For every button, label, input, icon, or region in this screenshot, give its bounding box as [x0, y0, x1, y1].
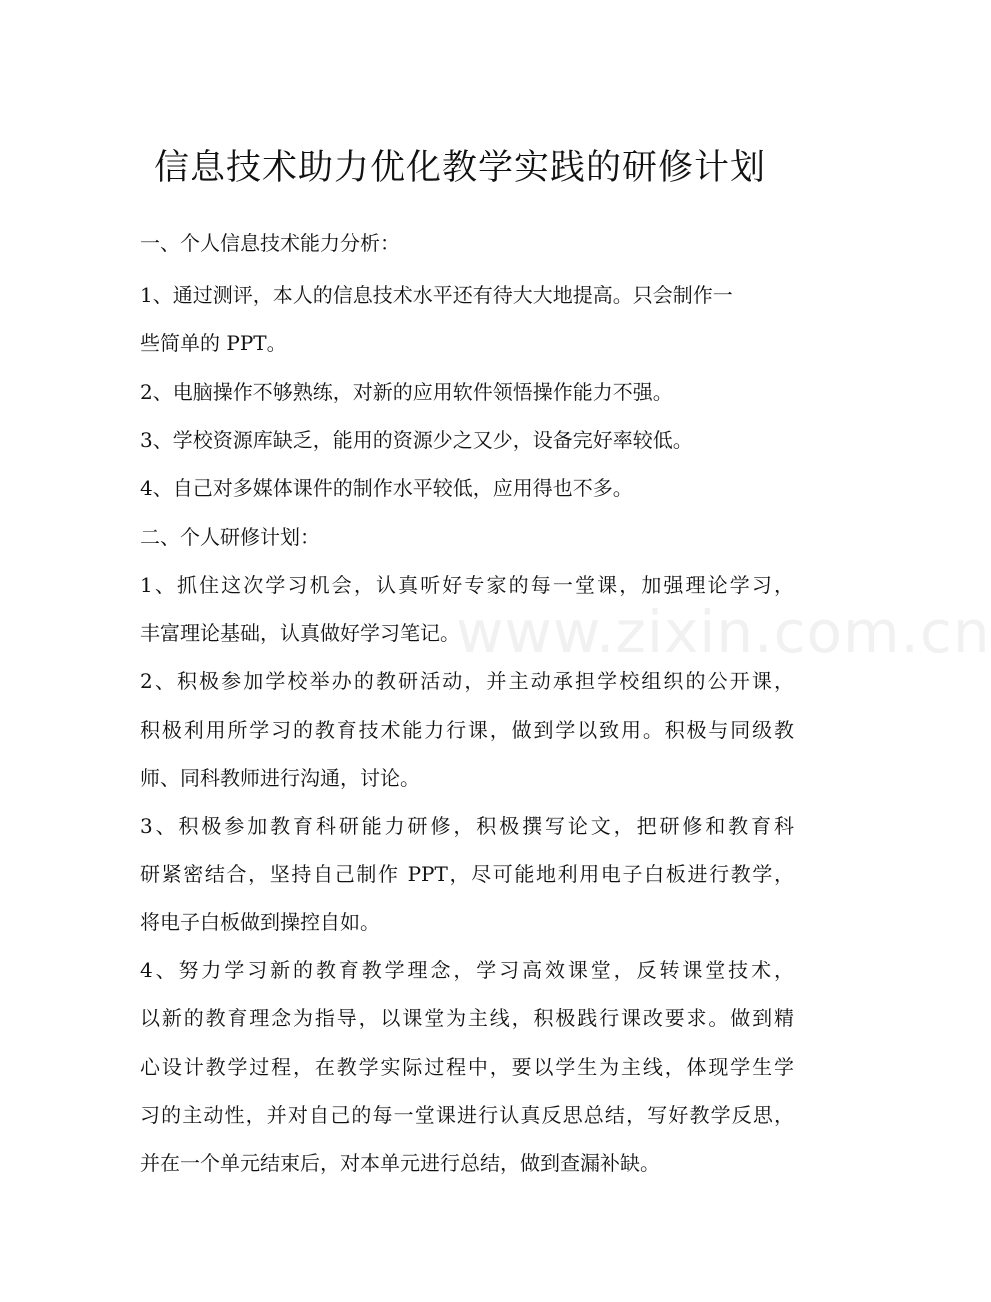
document-title: 信息技术助力优化教学实践的研修计划: [153, 148, 766, 188]
paragraph-line: 1、抓住这次学习机会，认真听好专家的每一堂课，加强理论学习，: [140, 573, 794, 597]
paragraph-line: 2、电脑操作不够熟练，对新的应用软件领悟操作能力不强。: [140, 380, 673, 404]
paragraph-line: 积极利用所学习的教育技术能力行课，做到学以致用。积极与同级教: [140, 718, 794, 742]
section-heading-study-plan: 二、个人研修计划：: [140, 525, 320, 549]
paragraph-line: 3、积极参加教育科研能力研修，积极撰写论文，把研修和教育科: [140, 814, 794, 838]
paragraph-line: 将电子白板做到操控自如。: [140, 910, 380, 934]
paragraph-line: 丰富理论基础，认真做好学习笔记。: [140, 621, 460, 645]
paragraph-line: 1、通过测评，本人的信息技术水平还有待大大地提高。只会制作一: [140, 283, 733, 307]
paragraph-line: 2、积极参加学校举办的教研活动，并主动承担学校组织的公开课，: [140, 669, 794, 693]
paragraph-line: 师、同科教师进行沟通，讨论。: [140, 766, 420, 790]
paragraph-line: 研紧密结合，坚持自己制作 PPT，尽可能地利用电子白板进行教学，: [140, 862, 794, 886]
section-heading-ability-analysis: 一、个人信息技术能力分析：: [140, 231, 400, 255]
paragraph-line: 4、自己对多媒体课件的制作水平较低，应用得也不多。: [140, 476, 633, 500]
paragraph-line: 习的主动性，并对自己的每一堂课进行认真反思总结，写好教学反思，: [140, 1103, 794, 1127]
paragraph-line: 并在一个单元结束后，对本单元进行总结，做到查漏补缺。: [140, 1151, 660, 1175]
watermark: www.zixin.com.cn: [456, 598, 991, 666]
paragraph-line: 些简单的 PPT。: [140, 331, 287, 355]
paragraph-line: 心设计教学过程，在教学实际过程中，要以学生为主线，体现学生学: [140, 1055, 794, 1079]
paragraph-line: 以新的教育理念为指导，以课堂为主线，积极践行课改要求。做到精: [140, 1006, 794, 1030]
paragraph-line: 4、努力学习新的教育教学理念，学习高效课堂，反转课堂技术，: [140, 958, 794, 982]
paragraph-line: 3、学校资源库缺乏，能用的资源少之又少，设备完好率较低。: [140, 428, 693, 452]
